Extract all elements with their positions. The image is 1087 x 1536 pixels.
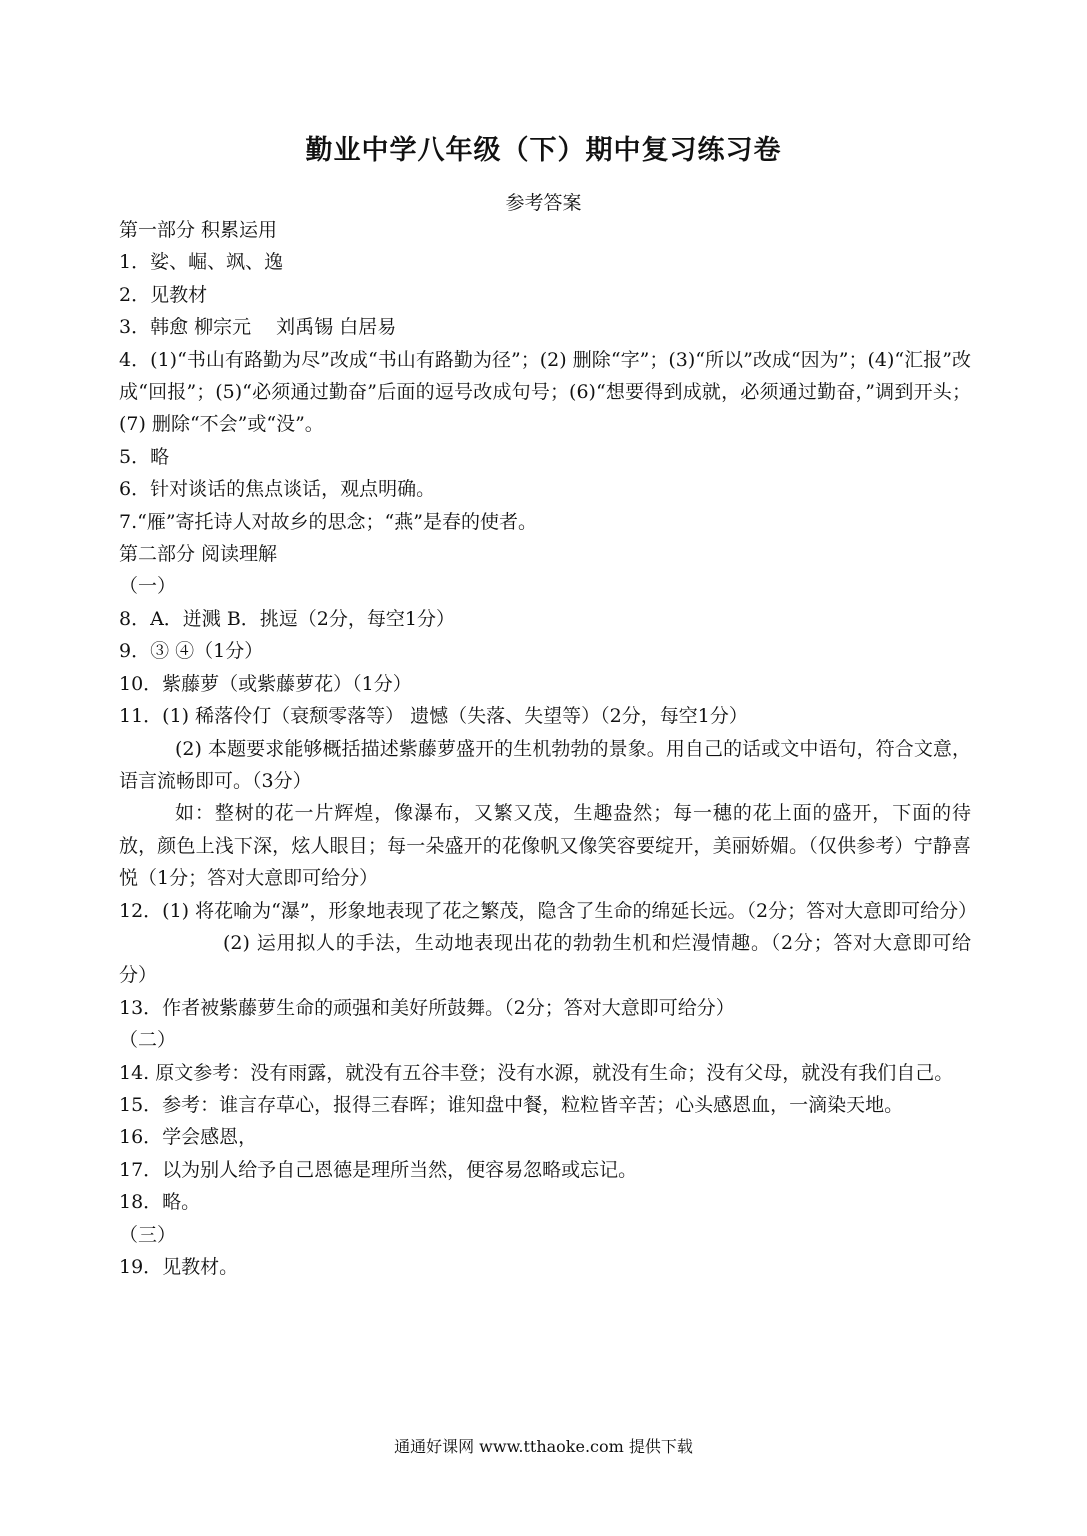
answer-19: 19．见教材。 bbox=[119, 1256, 239, 1278]
page-footer: 通通好课网 www.tthaoke.com 提供下载 bbox=[394, 1437, 693, 1456]
answer-content bbox=[119, 214, 978, 1283]
document-title: 勤业中学八年级（下）期中复习练习卷 bbox=[305, 135, 782, 166]
subsection-3: （三） bbox=[119, 1223, 177, 1246]
subsection-2: （二） bbox=[119, 1029, 177, 1052]
answer-11-example: 如：整树的花一片辉煌，像瀑布，又繁又茂，生趣盎然；每一穗的花上面的盛开，下面的待放，颜色上浅下深，炫人眼目；每一朵盛开的花像帆又像笑容要绽开，美丽娇媚。（仅供参考）宁静喜悦（1分；答对大意即可给分） bbox=[119, 802, 971, 890]
answer-8: 8．A．迸溅 B．挑逗（2分，每空1分） bbox=[119, 607, 455, 630]
answer-11-part-1: 11．(1) 稀落伶仃（衰颓零落等） 遗憾（失落、失望等）（2分，每空1分） bbox=[119, 705, 748, 728]
answer-13: 13．作者被紫藤萝生命的顽强和美好所鼓舞。（2分；答对大意即可给分） bbox=[119, 996, 735, 1019]
answer-1: 1．娑、崛、飒、逸 bbox=[119, 251, 284, 274]
answer-12-part-1: 12．(1) 将花喻为“瀑”，形象地表现了花之繁茂，隐含了生命的绵延长远。（2分；答对大意即可给分） bbox=[119, 899, 978, 922]
answer-11-part-2: (2) 本题要求能够概括描述紫藤萝盛开的生机勃勃的景象。用自己的话或文中语句，符合文意，语言流畅即可。（3分） bbox=[119, 737, 971, 792]
answer-2: 2．见教材 bbox=[119, 283, 208, 306]
answer-5: 5．略 bbox=[119, 445, 170, 468]
answer-12-part-2: (2) 运用拟人的手法，生动地表现出花的勃勃生机和烂漫情趣。（2分；答对大意即可给分） bbox=[119, 931, 971, 987]
answer-6: 6．针对谈话的焦点谈话，观点明确。 bbox=[119, 478, 436, 501]
section-heading-1: 第一部分 积累运用 bbox=[119, 219, 278, 241]
answer-10: 10．紫藤萝（或紫藤萝花）（1分） bbox=[119, 672, 412, 695]
subsection-1: （一） bbox=[119, 575, 177, 598]
document-subtitle: 参考答案 bbox=[505, 192, 582, 214]
answer-17: 17．以为别人给予自己恩德是理所当然，便容易忽略或忘记。 bbox=[119, 1158, 638, 1181]
answer-7: 7.“雁”寄托诗人对故乡的思念；“燕”是春的使者。 bbox=[119, 510, 537, 533]
answer-16: 16．学会感恩， bbox=[119, 1126, 258, 1149]
answer-3: 3．韩愈 柳宗元 刘禹锡 白居易 bbox=[119, 316, 397, 339]
answer-14: 14. 原文参考：没有雨露，就没有五谷丰登；没有水源，就没有生命；没有父母，就没有我们自己。 bbox=[119, 1061, 954, 1084]
answer-9: 9．③ ④（1分） bbox=[119, 640, 264, 663]
answer-4: 4．(1)“书山有路勤为尽”改成“书山有路勤为径”；(2) 删除“字”；(3)“所以”改成“因为”；(4)“汇报”改成“回报”；(5)“必须通过勤奋”后面的逗号改成句号；(6)“想要得到成就，必须通过勤奋，”调到开头；(7) 删除“不会”或“没”。 bbox=[119, 348, 971, 436]
answer-18: 18．略。 bbox=[119, 1191, 201, 1214]
answer-15: 15．参考：谁言存草心，报得三春晖；谁知盘中餐，粒粒皆辛苦；心头感恩血，一滴染天地。 bbox=[119, 1093, 904, 1116]
section-heading-2: 第二部分 阅读理解 bbox=[119, 543, 278, 566]
